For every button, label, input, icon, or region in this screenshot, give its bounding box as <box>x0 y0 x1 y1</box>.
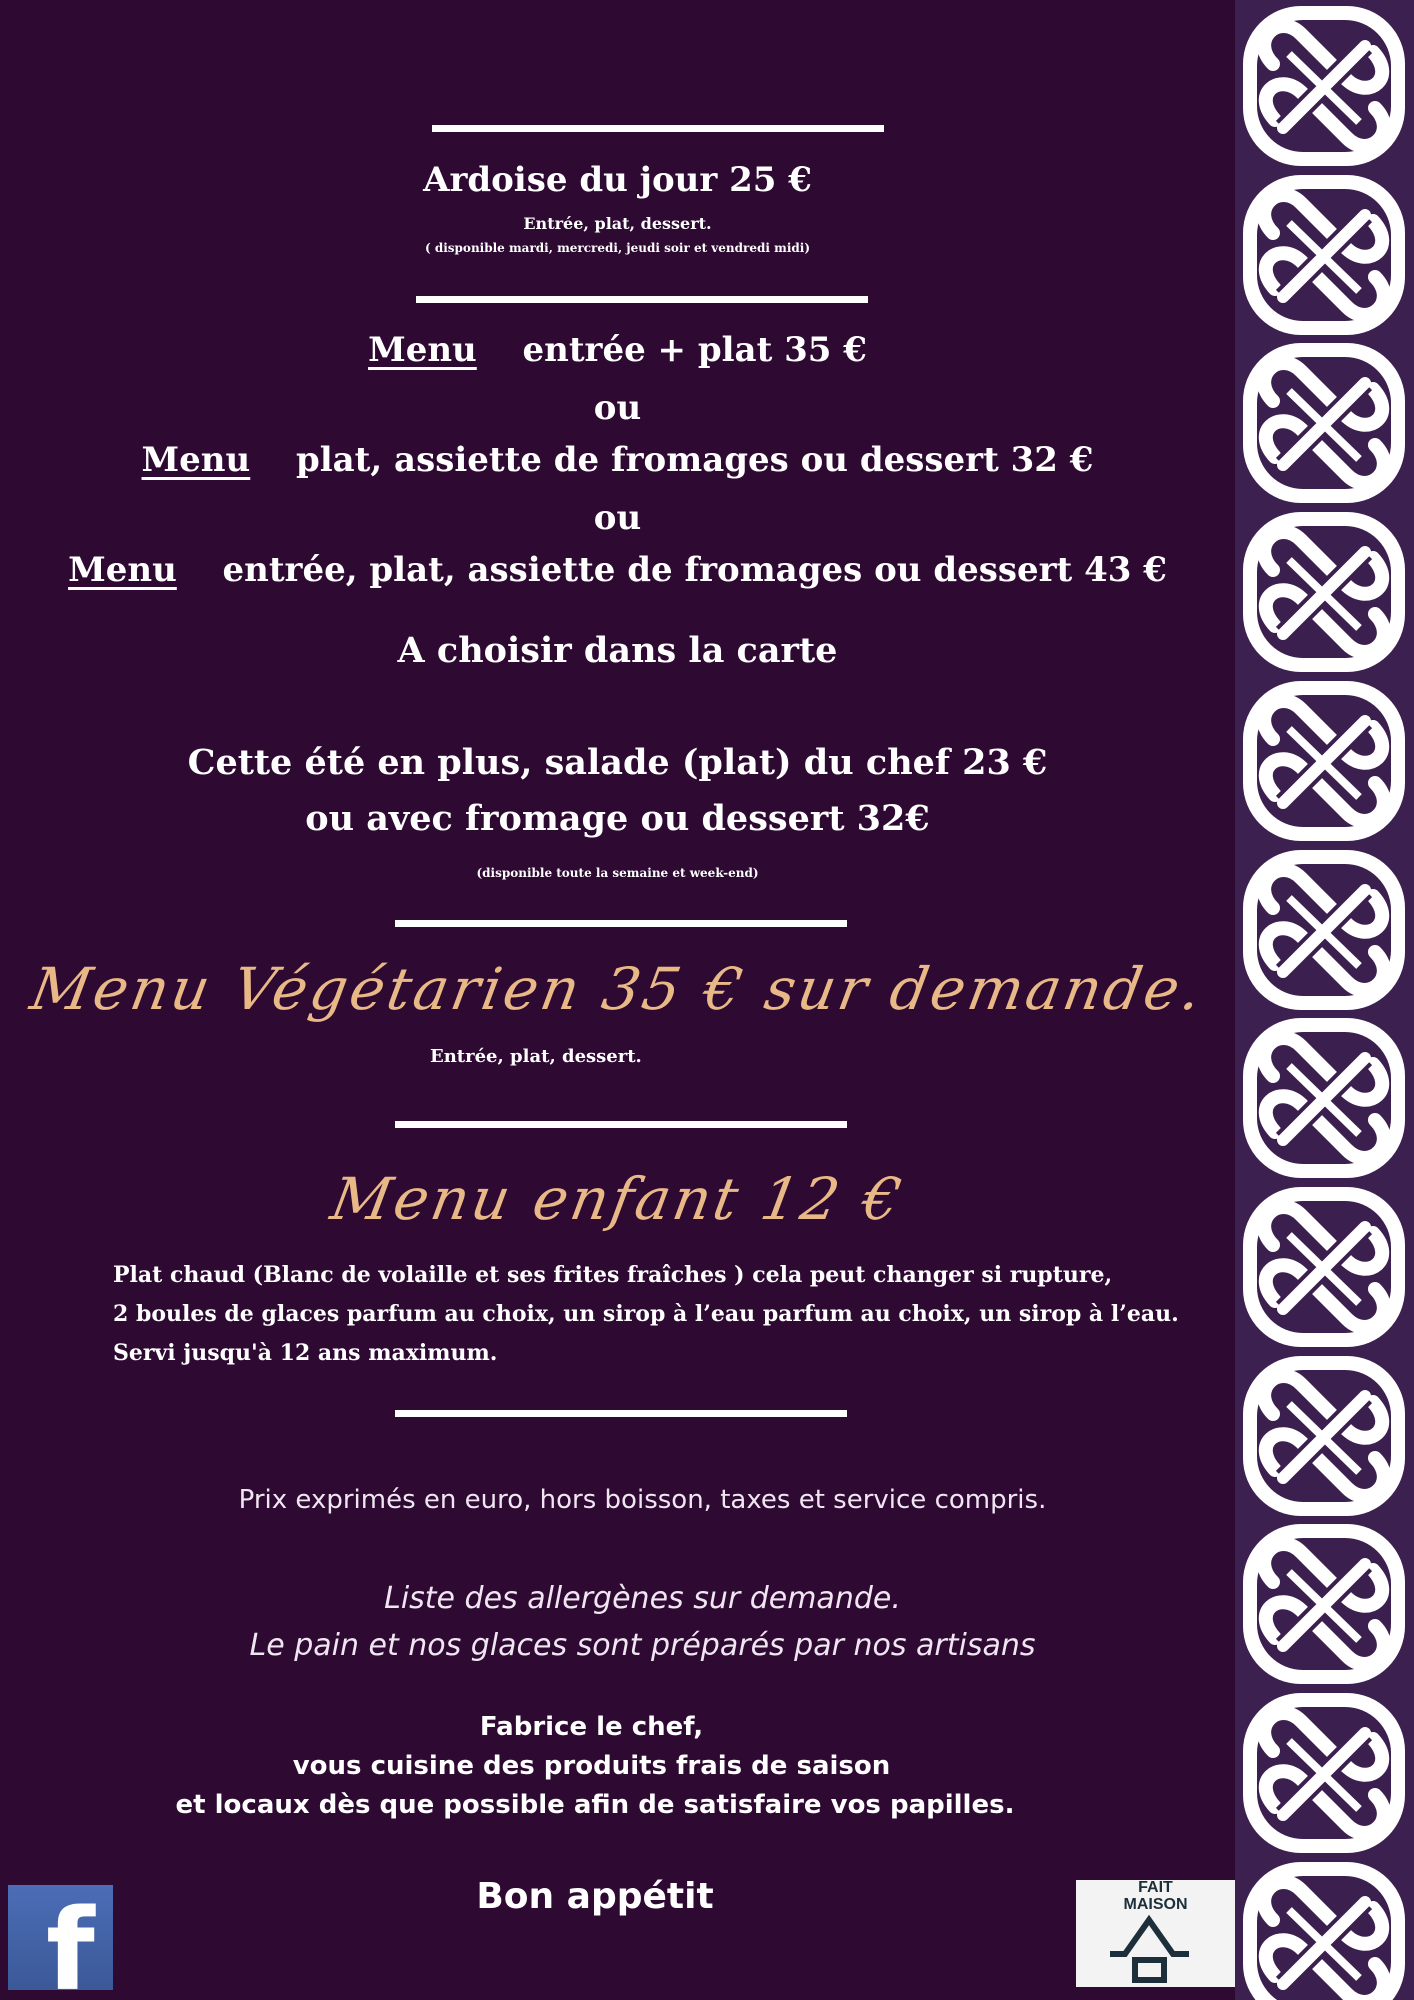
prices-note: Prix exprimés en euro, hors boisson, taxes et service compris. <box>238 1485 1047 1515</box>
enfant-line-2: 2 boules de glaces parfum au choix, un sirop à l’eau parfum au choix, un sirop à l’eau. <box>113 1301 1179 1327</box>
chef-line-3: et locaux dès que possible afin de satisfaire vos papilles. <box>175 1790 1015 1820</box>
choose-from-carte: A choisir dans la carte <box>397 630 838 671</box>
allergens-note: Liste des allergènes sur demande. <box>384 1581 901 1616</box>
celtic-knot-icon <box>1239 508 1409 676</box>
enfant-title: Menu enfant 12 € <box>326 1165 909 1233</box>
divider <box>416 296 868 303</box>
enfant-line-3: Servi jusqu'à 12 ans maximum. <box>113 1340 498 1366</box>
chef-line-2: vous cuisine des produits frais de saison <box>292 1751 891 1781</box>
enfant-line-1: Plat chaud (Blanc de volaille et ses frites fraîches ) cela peut changer si rupture, <box>113 1262 1113 1288</box>
menu-option-2 <box>0 440 1235 480</box>
salade-availability: (disponible toute la semaine et week-end) <box>476 866 759 880</box>
salade-line-1: Cette été en plus, salade (plat) du chef 23 € <box>187 742 1048 783</box>
ardoise-contents: Entrée, plat, dessert. <box>523 214 712 233</box>
celtic-knot-icon <box>1239 1520 1409 1688</box>
menu-option-2-text: plat, assiette de fromages ou dessert 32 € <box>295 440 1094 480</box>
or-label: ou <box>593 388 642 428</box>
menu-word: Menu <box>141 440 251 480</box>
or-label: ou <box>593 498 642 538</box>
celtic-knot-icon <box>1239 171 1409 339</box>
menu-option-3 <box>0 550 1235 590</box>
maison-label: MAISON <box>1123 1896 1188 1913</box>
celtic-knot-icon <box>1239 2 1409 170</box>
menu-option-1 <box>0 330 1235 370</box>
menu-option-1-text: entrée + plat 35 € <box>522 330 867 370</box>
celtic-knot-icon <box>1239 1689 1409 1857</box>
divider <box>395 1121 847 1128</box>
divider <box>395 1410 847 1417</box>
celtic-knot-icon <box>1239 1183 1409 1351</box>
artisans-note: Le pain et nos glaces sont préparés par nos artisans <box>249 1628 1036 1663</box>
salade-line-2: ou avec fromage ou dessert 32€ <box>305 798 930 839</box>
celtic-knot-icon <box>1239 677 1409 845</box>
divider <box>395 920 847 927</box>
ardoise-availability: ( disponible mardi, mercredi, jeudi soir et vendredi midi) <box>424 241 810 255</box>
menu-option-3-text: entrée, plat, assiette de fromages ou dessert 43 € <box>222 550 1167 590</box>
fait-label: FAIT <box>1138 1879 1173 1896</box>
bon-appetit: Bon appétit <box>476 1876 714 1917</box>
celtic-knot-icon <box>1239 1014 1409 1182</box>
celtic-knot-icon <box>1239 339 1409 507</box>
menu-word: Menu <box>68 550 177 590</box>
ardoise-title: Ardoise du jour 25 € <box>423 160 812 200</box>
facebook-icon[interactable] <box>8 1885 113 1990</box>
celtic-knot-icon <box>1239 1352 1409 1520</box>
menu-word: Menu <box>368 330 477 370</box>
divider <box>432 125 884 132</box>
celtic-border <box>1235 0 1414 2000</box>
chef-line-1: Fabrice le chef, <box>479 1712 704 1742</box>
facebook-letter: f <box>46 1886 95 1990</box>
fait-maison-logo <box>1076 1880 1235 1987</box>
house-icon <box>1076 1880 1235 1987</box>
celtic-knot-icon <box>1239 846 1409 1014</box>
vegetarien-title: Menu Végétarien 35 € sur demande. <box>25 955 1210 1023</box>
celtic-knot-icon <box>1239 1858 1409 2000</box>
vegetarien-contents: Entrée, plat, dessert. <box>430 1046 642 1067</box>
